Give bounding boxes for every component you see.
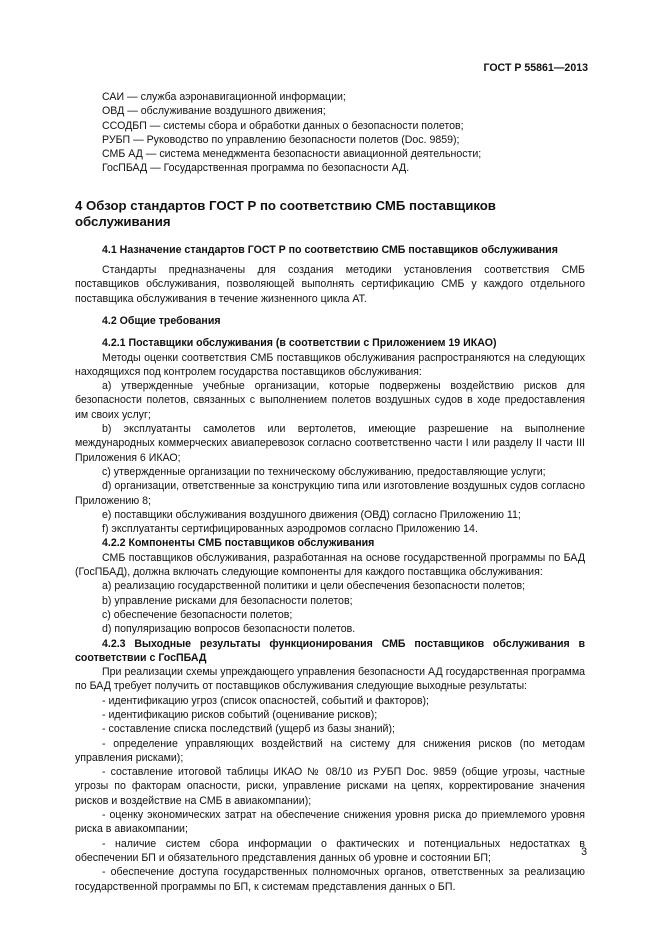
list-item: - составление списка последствий (ущерб из базы знаний); <box>102 723 395 736</box>
abbreviations-list <box>75 90 585 176</box>
list-item: c) утвержденные организации по техническому обслуживанию, предоставляющие услуги; <box>102 465 546 478</box>
abbreviation-item: ГосПБАД — Государственная программа по безопасности АД. <box>102 162 410 175</box>
list-item: а) утвержденные учебные организации, которые подвержены воздействию рисков для безопасности полетов, связанных с выполнением полетов воздушных судов в ходе предоставления им своих услуг; <box>75 380 585 421</box>
section-4-2-1-heading: 4.2.1 Поставщики обслуживания (в соответствии с Приложением 19 ИКАО) <box>102 337 497 350</box>
section-4-1-text: Стандарты предназначены для создания методики установления соответствия СМБ поставщиков обслуживания, позволяющей выполнять сертификацию СМБ у каждого отдельного поставщика обслуживания в течение жизненного цикла АТ. <box>75 264 585 305</box>
section-4-2-2-intro: СМБ поставщиков обслуживания, разработанная на основе государственной программы по БАД (ГосПБАД), должна включать следующие компоненты для каждого поставщика обслуживания: <box>75 551 585 579</box>
list-item: - идентификацию угроз (список опасностей, событий и факторов); <box>102 694 429 707</box>
list-item: а) реализацию государственной политики и цели обеспечения безопасности полетов; <box>102 580 526 593</box>
document-body <box>75 90 585 894</box>
section-4-2-2-heading: 4.2.2 Компоненты СМБ поставщиков обслуживания <box>102 537 375 550</box>
list-item: - определение управляющих воздействий на систему для снижения рисков (по методам управления рисками); <box>75 737 585 764</box>
list-item: - составление итоговой таблицы ИКАО № 08/10 из РУБП Doc. 9859 (общие угрозы, частные угрозы по факторам опасности, риски, управление рисками на цепях, корректирование значения рисков и воздействие на СМБ в авиакомпании); <box>75 766 585 807</box>
list-item: b) эксплуатанты самолетов или вертолетов, имеющие разрешение на выполнение международных коммерческих авиаперевозок согласно соответственно части I или разделу II части III Приложения 6 ИКАО; <box>75 423 585 464</box>
list-item: b) управление рисками для безопасности полетов; <box>102 594 353 607</box>
list-item: - идентификацию рисков событий (оценивание рисков); <box>102 708 378 721</box>
list-item: - оценку экономических затрат на обеспечение снижения уровня риска до приемлемого уровня риска в авиакомпании; <box>75 809 585 836</box>
abbreviation-item: ОВД — обслуживание воздушного движения; <box>102 105 326 118</box>
abbreviation-item: ССОДБП — системы сбора и обработки данных о безопасности полетов; <box>102 119 464 132</box>
abbreviation-item: СМБ АД — система менеджмента безопасности авиационной деятельности; <box>102 148 482 161</box>
section-4-2-3-heading: 4.2.3 Выходные результаты функционирования СМБ поставщиков обслуживания в соответствии с ГосПБАД <box>75 637 585 664</box>
list-item: c) обеспечение безопасности полетов; <box>102 608 293 621</box>
page-number: 3 <box>581 846 587 858</box>
abbreviation-item: РУБП — Руководство по управлению безопасности полетов (Doc. 9859); <box>102 133 460 146</box>
section-4-1-heading: 4.1 Назначение стандартов ГОСТ Р по соответствию СМБ поставщиков обслуживания <box>102 243 558 256</box>
list-item: d) популяризацию вопросов безопасности полетов. <box>102 623 356 636</box>
section-4-2-3-intro: При реализации схемы упреждающего управления безопасности АД государственная программа по БАД требует получить от поставщиков обслуживания следующие выходные результаты: <box>75 666 585 693</box>
list-item: - обеспечение доступа государственных полномочных органов, ответственных за реализацию государственной программы по БП, к системам представления данных о БП. <box>75 866 585 893</box>
list-item: d) организации, ответственные за конструкцию типа или изготовление воздушных судов согласно Приложению 8; <box>75 480 585 507</box>
section-4-2-heading: 4.2 Общие требования <box>102 314 221 327</box>
abbreviation-item: САИ — служба аэронавигационной информации; <box>102 91 346 103</box>
list-item: - наличие систем сбора информации о фактических и потенциальных недостатках в обеспечении БП и обязательного представления данных об уровне и состоянии БП; <box>75 837 585 864</box>
section-4-2-1-intro: Методы оценки соответствия СМБ поставщиков обслуживания распространяются на следующих находящихся под контролем государства поставщиков обслуживания: <box>75 351 585 378</box>
section-4-heading: 4 Обзор стандартов ГОСТ Р по соответствию СМБ поставщиков обслуживания <box>75 197 496 229</box>
document-code-header: ГОСТ Р 55861—2013 <box>483 62 588 74</box>
list-item: f) эксплуатанты сертифицированных аэродромов согласно Приложению 14. <box>102 523 478 536</box>
list-item: e) поставщики обслуживания воздушного движения (ОВД) согласно Приложению 11; <box>102 508 521 521</box>
